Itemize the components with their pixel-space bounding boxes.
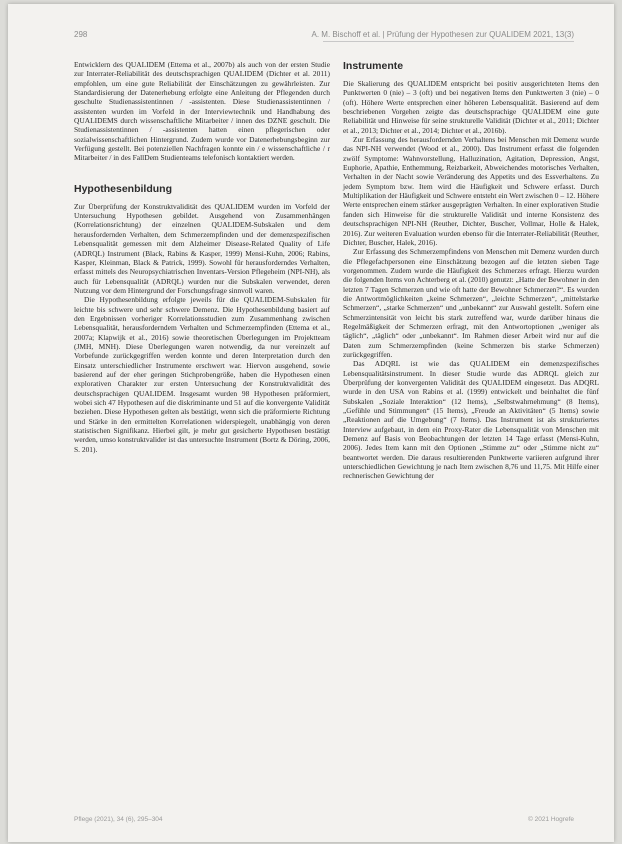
page-number: 298 [74,30,88,39]
running-title: A. M. Bischoff et al. | Prüfung der Hypothesen zur QUALIDEM 2021, 13(3) [311,30,574,39]
section-heading: Instrumente [343,60,404,72]
footer-citation: Pflege (2021), 34 (6), 295–304 [74,816,163,823]
paragraph: Das ADQRL ist wie das QUALIDEM ein demenzspezifisches Lebensqualitätsinstrument. In dieser Studie wurde das ADRQL gleich zur Überprüfung der konvergenten Validität des QUALIDEM eingesetzt. Das ADQRL wurde in den USA von Rabins et al. (1999) entwickelt und beinhaltet die fünf Subskalen „Soziale Interaktion“ (12 Items), „Selbstwahrnehmung“ (8 Items), „Gefühle und Stimmungen“ (15 Items), „Freude an Aktivitäten“ (5 Items) sowie „Reaktionen auf die Umgebung“ (7 Items). Das Instrument ist als strukturiertes Interview aufgebaut, in dem ein Proxy-Rater die Lebensqualität von Menschen mit Demenz auf Basis von Beobachtungen der letzten 14 Tage erfasst (Mensi-Kuhn, 2006). Jedes Item kann mit den Optionen „Stimme zu“ oder „Stimme nicht zu“ beantwortet werden. Die daraus resultierenden Punktwerte variieren aufgrund ihrer unterschiedlichen Gewichtung je nach Item zwischen 8,76 und 11,75. Mit Hilfe einer rechnerischen Gewichtung der [343,359,599,481]
section-heading: Hypothesenbildung [74,182,172,195]
header-rule [323,41,574,42]
paragraph: Die Skalierung des QUALIDEM entspricht bei positiv ausgerichteten Items den Punktwerten 0 (nie) – 3 (oft) und bei negativen Items den Punktwerten 3 (nie) – 0 (oft). Höhere Werte entsprechen einer höheren Lebensqualität. Basierend auf dem beschriebenen Vorgehen zeigte das deutschsprachige QUALIDEM eine gute Reliabilität und Hinweise für seine strukturelle Validität (Dichter et al., 2011; Dichter et al., 2013; Dichter et al., 2014; Dichter et al., 2016b). [343,79,599,135]
paragraph: Zur Überprüfung der Konstruktvalidität des QUALIDEM wurden im Vorfeld der Untersuchung Hypothesen gebildet. Ausgehend von Zusammenhängen (Korrelationsrichtung) der einzelnen QUALIDEM-Subskalen und dem herausfordernden Verhalten, dem Schmerzempfinden und der demenzspezifischen Lebensqualität gemessen mit dem Alzheimer Disease-Related Quality of Life (ADRQL) Instrument (Black, Rabins & Kasper, 1999) Mensi-Kuhn, 2006; Rabins, Kasper, Kleinman, Black & Patrick, 1999). Sowohl für herausforderndes Verhalten, erfasst mittels des Neuropsychiatrischen Inventars-Version Pflegeheim (NPI-NH), als auch für Lebensqualität (ADRQL) wurden nur die Subskalen verwendet, deren Nutzung vor dem Hintergrund der Forschungsfrage sinnvoll waren. [74,201,330,295]
right-column [343,60,599,481]
paragraph: Die Hypothesenbildung erfolgte jeweils für die QUALIDEM-Subskalen für leichte bis schwere und sehr schwere Demenz. Die Hypothesenbildung basiert auf den Ergebnissen vorheriger Korrelationsstudien zum Zusammenhang zwischen Lebensqualität, herausforderndem Verhalten und Schmerzempfinden (Ettema et al., 2007a; Klapwijk et al., 2016) sowie theoretischen Überlegungen im Projektteam (JMH, MNH). Diese Überlegungen waren notwendig, da nur vereinzelt auf Vorbefunde zurückgegriffen werden konnte und deren Interpretation durch den Einsatz unterschiedlicher Instrumente erschwert war. Hiervon ausgehend, sowie basierend auf der eher geringen Stichprobengröße, haben die Hypothesen einen explorativen Charakter zur ersten Untersuchung der Konstruktvalidität des deutschsprachigen QUALIDEM. Insgesamt wurden 98 Hypothesen präformiert, wobei sich 47 Hypothesen auf die diskriminante und 51 auf die konvergente Validität beziehen. Diese Hypothesen gelten als bestätigt, wenn sich die präformierte Richtung und Stärke in den ermittelten Korrelationen widerspiegelt, unabhängig von deren statistischen Signifikanz. Hierbei gilt, je mehr gut gesicherte Hypothesen bestätigt werden, umso konstruktvalider ist das untersuchte Instrument (Bortz & Döring, 2006, S. 201). [74,295,330,454]
left-column [74,60,330,454]
footer-publisher: © 2021 Hogrefe [528,816,574,823]
paragraph: Zur Erfassung des herausfordernden Verhaltens bei Menschen mit Demenz wurde das NPI-NH verwendet (Wood et al., 2000). Das Instrument erfasst die folgenden zwölf Symptome: Wahnvorstellung, Halluzination, Agitation, Depression, Angst, Euphorie, Apathie, Enthemmung, Reizbarkeit, Abweichendes motorisches Verhalten, Verhalten in der Nacht sowie Veränderung des Appetits und des Essverhaltens. Zu jedem Symptom bzw. Item wird die Häufigkeit und Schwere erfasst. Durch Multiplikation der Häufigkeit und Schwere entsteht ein Wert zwischen 0 – 12. Höhere Werte entsprechen einem stärker ausgeprägten Verhalten. In einer explorativen Studie fanden sich Hinweise für die strukturelle Validität und interne Konsistenz des deutschsprachigen NPI-NH (Reuther, Dichter, Buscher, Vollmar, Holle & Halek, 2016). Zur weiteren Evaluation wurden ebenso für die Interrater-Reliabilität (Reuther, Dichter, Buscher, Halek, 2016). [343,135,599,247]
page-footer [74,816,574,828]
paragraph: Entwicklern des QUALIDEM (Ettema et al., 2007b) als auch von der ersten Studie zur Interrater-Reliabilität des deutschsprachigen QUALIDEM (Dichter et al. 2011) empfohlen, um eine gute Reliabilität der Einschätzungen zu gewährleisten. Zur Standardisierung der Datenerhebung erfolgte eine Anleitung der Pflegenden durch geschulte Studienassistentinnen / -assistenten. Diese Studienassistentinnen / assistenten wurden im Vorfeld in der Interviewtechnik und Handhabung des QUALIDEMS durch wissenschaftliche Mitarbeiter / innen des DZNE geschult. Die Studienassistentinnen / -assistenten hatten einen pflegerischen oder sozialwissenschaftlichen Hintergrund. Zudem wurde vor Datenerhebungsbeginn zur Verfügung gestellt. Bei potenziellen Nachfragen konnte ein / e wissenschaftliche / r Mitarbeiter / in des FallDem Studienteams telefonisch kontaktiert werden. [74,60,330,163]
paragraph: Zur Erfassung des Schmerzempfindens von Menschen mit Demenz wurden durch die Pflegefachpersonen eine Einschätzung bezogen auf die letzten sieben Tage vorgenommen. Zudem wurde die Häufigkeit des Schmerzes erfragt. Hierzu wurden die folgenden Items von Achterberg et al. (2010) genutzt: „Hatte der Bewohner in den letzten 7 Tagen Schmerzen und wie oft hatte der Bewohner Schmerzen?“. Es wurden die Antwortmöglichkeiten „keine Schmerzen“, „leichte Schmerzen“, „mittelstarke Schmerzen“, „starke Schmerzen“ und „unbekannt“ zur Auswahl gestellt. Sofern eine Schmerzintensität von leicht bis stark zutreffend war, wurde darüber hinaus die Regelmäßigkeit der Schmerzen erfragt, mit den Antwortoptionen „weniger als täglich“, „täglich“ oder „unbekannt“. Im Rahmen dieser Arbeit wird nur auf die Daten zum Schmerzempfinden (keine Schmerzen bis starke Schmerzen) zurückgegriffen. [343,247,599,359]
document-page [8,4,614,842]
